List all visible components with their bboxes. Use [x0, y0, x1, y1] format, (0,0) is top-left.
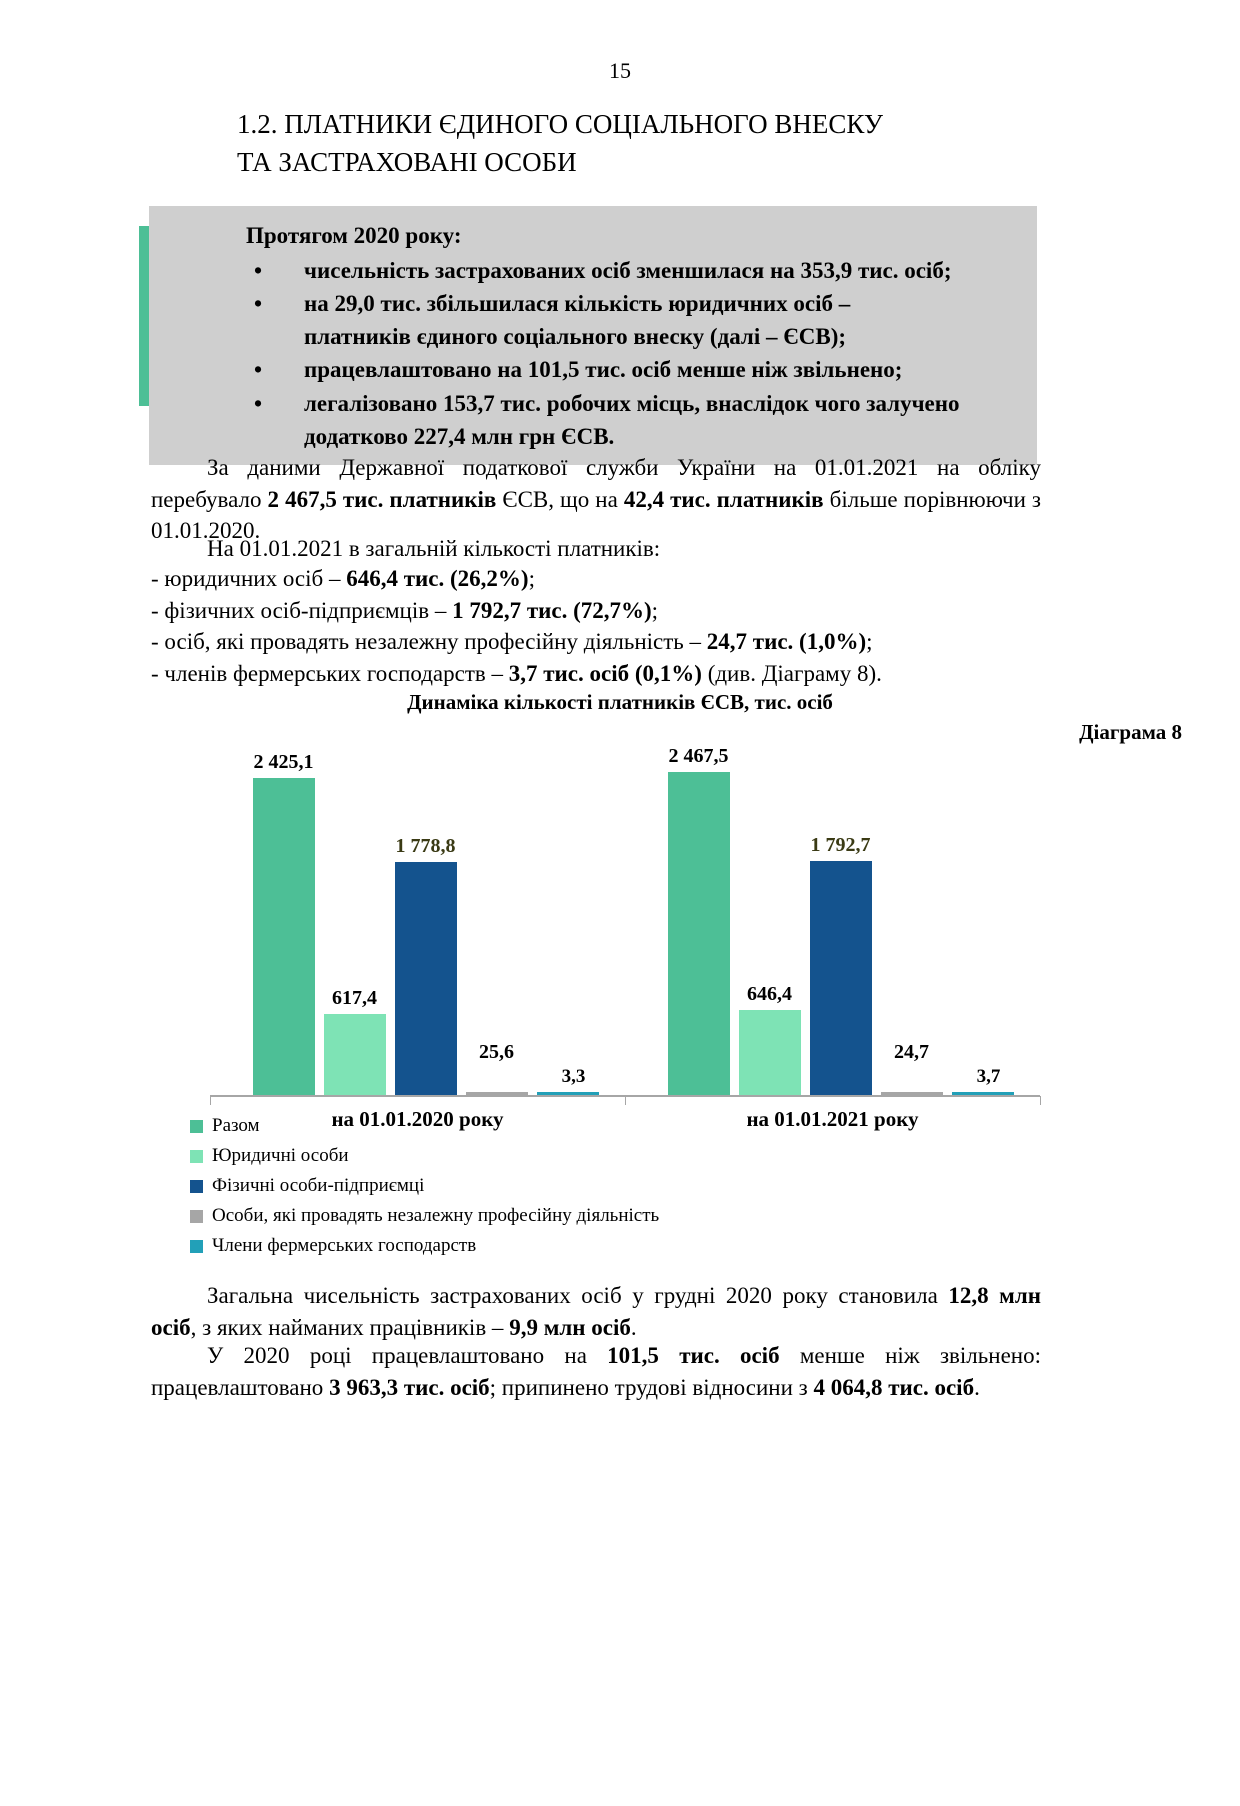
callout-item-text: чисельність застрахованих осіб зменшилася на 353,9 тис. осіб; — [304, 258, 952, 284]
bar-value-label: 1 778,8 — [395, 835, 456, 858]
p1-part-e: більше порівнюючи з 01.01.2020. — [151, 486, 1042, 543]
p1-part-a: За даними Державної податкової служби України на 01.01.2021 на обліку перебувало — [151, 455, 1041, 512]
chart-title: Динаміка кількості платників ЄСВ, тис. осіб — [407, 690, 833, 714]
figure-label: Діаграма 8 — [1079, 720, 1182, 744]
bar-4-0 — [537, 1092, 599, 1095]
callout-item-text-cont: додатково 227,4 млн грн ЄСВ. — [304, 423, 615, 449]
p4-value-terminated: 4 064,8 тис. осіб — [813, 1374, 975, 1400]
bullet-icon: • — [254, 258, 263, 284]
p3-part-a: Загальна чисельність застрахованих осіб у грудні 2020 року становила — [207, 1283, 949, 1308]
bar-value-label: 3,3 — [561, 1066, 586, 1087]
breakdown-prefix: - членів фермерських господарств – — [151, 660, 509, 686]
paragraph-insured-count — [151, 1280, 1041, 1343]
section-title-line-1: 1.2. ПЛАТНИКИ ЄДИНОГО СОЦІАЛЬНОГО ВНЕСКУ — [237, 109, 883, 139]
legend-swatch-farmers — [190, 1240, 203, 1253]
p3-value-employees: 9,9 млн осіб — [509, 1314, 631, 1340]
callout-item-text: легалізовано 153,7 тис. робочих місць, внаслідок чого залучено — [304, 390, 960, 416]
p3-part-c: , з яких найманих працівників – — [190, 1314, 510, 1340]
bar-0-0 — [253, 778, 315, 1095]
legend-label: Фізичні особи-підприємці — [212, 1175, 425, 1196]
breakdown-suffix: ; — [866, 629, 873, 654]
list-item — [246, 254, 1017, 287]
legend-label: Члени фермерських господарств — [212, 1235, 477, 1256]
p4-part-c: менше ніж звільнено: працевлаштовано — [151, 1343, 1041, 1400]
bar-1-1 — [739, 1010, 801, 1095]
p4-value-diff: 101,5 тис. осіб — [607, 1343, 780, 1368]
chart-legend — [190, 1115, 659, 1265]
breakdown-row — [151, 658, 1041, 690]
breakdown-value: 1 792,7 тис. (72,7%) — [452, 597, 652, 623]
legend-item — [190, 1205, 659, 1227]
category-label: на 01.01.2021 року — [746, 1107, 919, 1131]
bar-0-1 — [668, 772, 730, 1095]
breakdown-value: 3,7 тис. осіб (0,1%) — [508, 660, 702, 686]
bar-value-label: 646,4 — [747, 983, 792, 1006]
bar-value-label: 3,7 — [976, 1066, 1001, 1087]
breakdown-row — [151, 563, 1041, 595]
p4-part-e: ; припинено трудові відносини з — [489, 1374, 814, 1400]
paragraph-breakdown-intro: На 01.01.2021 в загальній кількості платників: — [207, 536, 661, 561]
breakdown-prefix: - фізичних осіб-підприємців – — [151, 597, 453, 623]
page-title — [237, 105, 1137, 182]
legend-label: Юридичні особи — [212, 1145, 349, 1166]
bullet-icon: • — [254, 390, 263, 416]
breakdown-suffix: ; — [651, 597, 659, 623]
section-title-line-2: ТА ЗАСТРАХОВАНІ ОСОБИ — [237, 147, 577, 178]
bar-value-label: 25,6 — [479, 1040, 514, 1063]
bar-4-1 — [952, 1092, 1014, 1095]
p1-value-delta: 42,4 тис. платників — [623, 486, 824, 512]
callout-list — [246, 254, 1017, 453]
list-item — [246, 387, 1017, 453]
legend-swatch-legal — [190, 1150, 203, 1163]
callout-item-text: працевлаштовано на 101,5 тис. осіб менше ніж звільнено; — [304, 357, 903, 383]
axis-tick — [210, 1096, 211, 1105]
bar-value-label: 1 792,7 — [810, 833, 871, 856]
list-item — [246, 287, 1017, 353]
breakdown-prefix: - юридичних осіб – — [151, 566, 347, 591]
legend-swatch-professional — [190, 1210, 203, 1223]
chart-plot-area — [210, 745, 1040, 1095]
bar-chart — [150, 745, 1110, 1155]
highlight-callout-box — [149, 206, 1037, 465]
legend-item — [190, 1145, 659, 1167]
breakdown-row — [151, 626, 1041, 658]
page-number: 15 — [609, 58, 631, 83]
list-item — [246, 353, 1017, 386]
bar-value-label: 2 425,1 — [253, 750, 314, 773]
bar-value-label: 24,7 — [894, 1040, 929, 1063]
bar-3-0 — [466, 1092, 528, 1095]
legend-item — [190, 1175, 659, 1197]
category-label: на 01.01.2020 року — [331, 1107, 504, 1131]
legend-swatch-individual — [190, 1180, 203, 1193]
p4-value-hired: 3 963,3 тис. осіб — [329, 1374, 490, 1400]
p3-value-total: 12,8 млн осіб — [151, 1283, 1041, 1340]
legend-label: Особи, які провадять незалежну професійну діяльність — [212, 1205, 660, 1226]
bar-value-label: 617,4 — [332, 987, 377, 1010]
bullet-icon: • — [254, 291, 263, 317]
axis-tick — [1040, 1096, 1041, 1105]
breakdown-prefix: - осіб, які провадять незалежну професійну діяльність – — [151, 629, 707, 654]
breakdown-value: 646,4 тис. (26,2%) — [346, 566, 529, 591]
callout-item-text: на 29,0 тис. збільшилася кількість юридичних осіб – — [304, 291, 851, 317]
bar-3-1 — [881, 1092, 943, 1095]
axis-tick — [625, 1096, 626, 1105]
bar-value-label: 2 467,5 — [668, 745, 729, 768]
p4-part-g: . — [974, 1374, 980, 1400]
p3-part-e: . — [630, 1314, 637, 1340]
p1-part-c: ЄСВ, що на — [496, 486, 624, 512]
breakdown-row — [151, 595, 1041, 627]
legend-item — [190, 1235, 659, 1257]
bar-1-0 — [324, 1014, 386, 1095]
breakdown-suffix: (див. Діаграму 8). — [701, 660, 882, 686]
breakdown-value: 24,7 тис. (1,0%) — [706, 629, 867, 654]
callout-heading: Протягом 2020 року: — [246, 223, 462, 248]
p4-part-a: У 2020 році працевлаштовано на — [207, 1343, 608, 1368]
paragraph-employment — [151, 1340, 1041, 1403]
legend-swatch-razom — [190, 1120, 203, 1133]
legend-item — [190, 1115, 659, 1137]
breakdown-list — [151, 563, 1041, 689]
callout-item-text-cont: платників єдиного соціального внеску (далі – ЄСВ); — [304, 324, 847, 350]
breakdown-suffix: ; — [528, 566, 535, 591]
p1-value-total: 2 467,5 тис. платників — [267, 486, 497, 512]
bullet-icon: • — [254, 357, 263, 383]
legend-label: Разом — [212, 1115, 260, 1136]
